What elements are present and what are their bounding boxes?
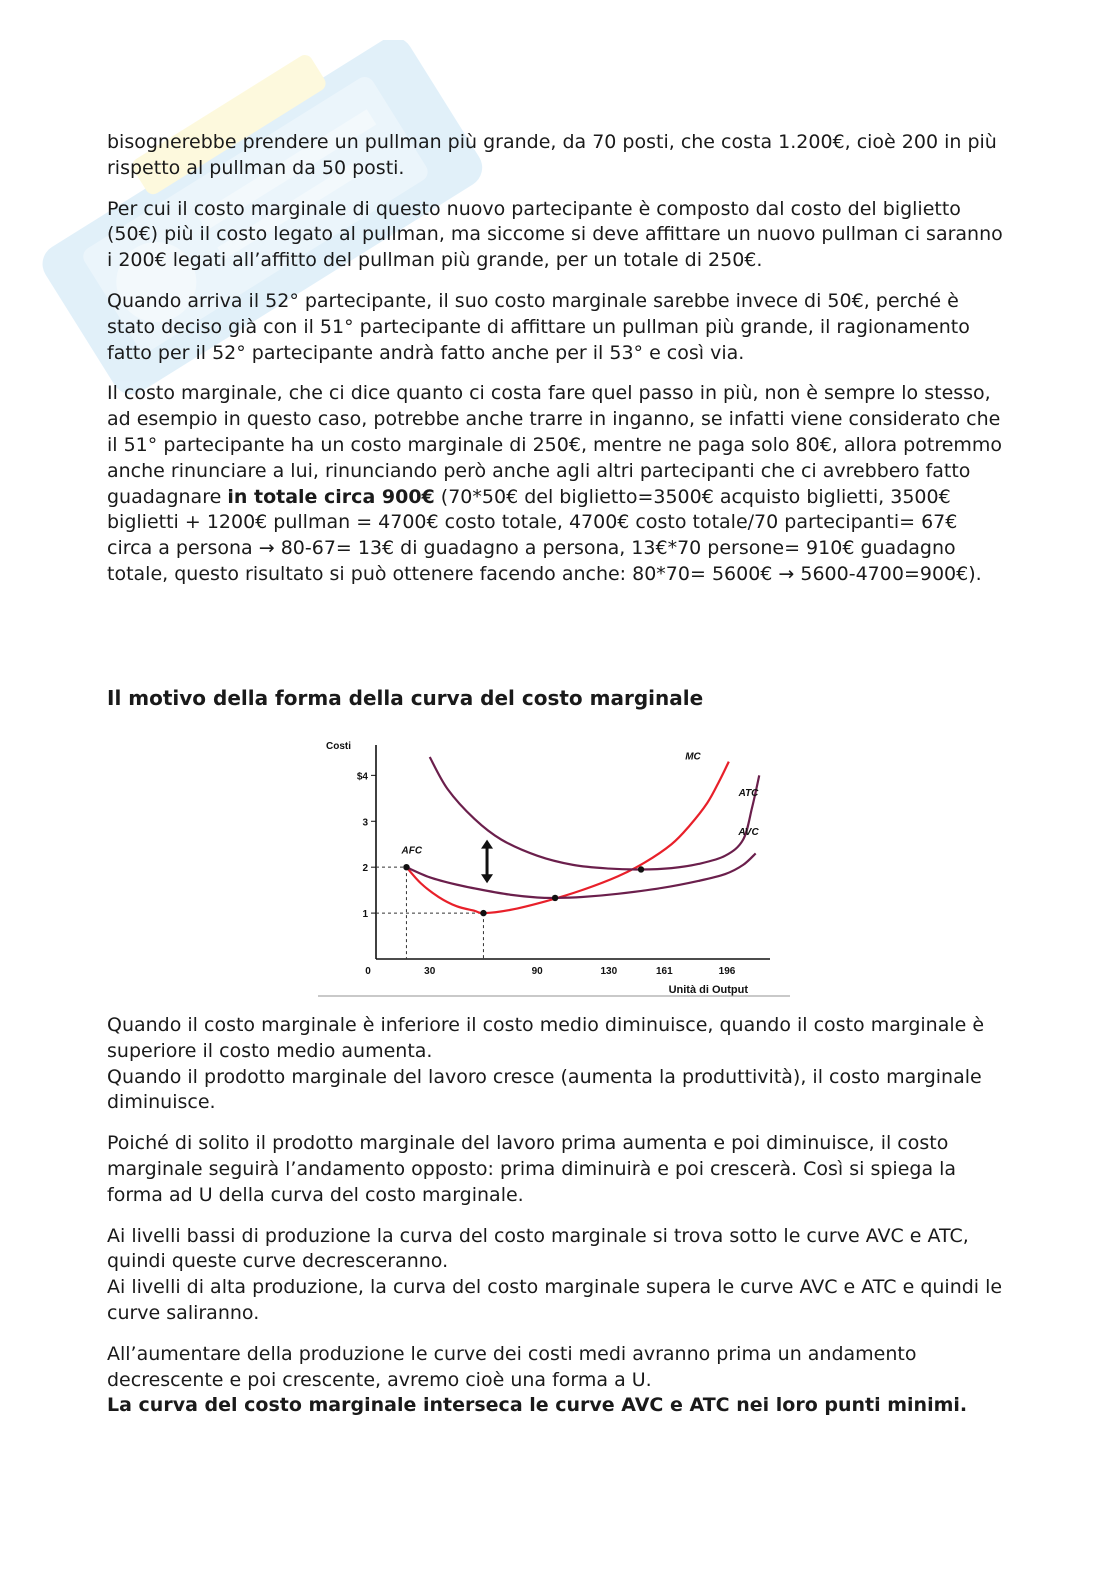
x-tick-label: 196 bbox=[718, 966, 736, 977]
y-tick-label: 1 bbox=[362, 909, 368, 921]
curve-label-avc: AVC bbox=[738, 827, 759, 839]
x-tick-label: 30 bbox=[424, 966, 436, 977]
paragraph: Ai livelli bassi di produzione la curva del costo marginale si trova sotto le curve AVC e ATC, quindi queste curve decresceranno. bbox=[107, 1224, 969, 1273]
conclusion-paragraph bbox=[107, 1393, 1007, 1419]
series-mc-line bbox=[406, 762, 728, 914]
conclusion-text: La curva del costo marginale interseca le curve AVC e ATC nei loro punti minimi. bbox=[107, 1394, 968, 1417]
origin-label: 0 bbox=[365, 966, 371, 977]
y-tick-label: 2 bbox=[362, 863, 368, 875]
cost-curves-chart bbox=[318, 727, 790, 999]
paragraph: Per cui il costo marginale di questo nuovo partecipante è composto dal costo del biglietto (50€) più il costo legato al pullman, ma siccome si deve affittare un nuovo pullman ci saranno i 200€ legati all’affitto del pullman più grande, per un totale di 250€. bbox=[107, 197, 1003, 272]
y-tick-label: 3 bbox=[362, 817, 368, 829]
profit-bold-total: in totale circa 900€ bbox=[227, 485, 435, 508]
paragraph: Quando arriva il 52° partecipante, il suo costo marginale sarebbe invece di 50€, perché è stato deciso già con il 51° partecipante di affittare un pullman più grande, il ragionamento fatto per il 52° partecipante andrà fatto anche per il 53° e così via. bbox=[107, 289, 970, 364]
afc-arrow-head-down bbox=[481, 874, 493, 883]
series-atc-line bbox=[430, 757, 760, 869]
curve-label-atc: ATC bbox=[738, 788, 759, 800]
x-axis-label: Unità di Output bbox=[668, 984, 748, 996]
intersection-point bbox=[403, 864, 409, 870]
afc-arrow-head-up bbox=[481, 840, 493, 849]
top-text-section bbox=[107, 130, 1007, 710]
profit-text-end: (70*50€ del biglietto=3500€ acquisto biglietti, 3500€ biglietti + 1200€ pullman = 4700€ costo totale, 4700€ costo totale/70 partecipanti= 67€ circa a persona → 80-67= 13€ di guadagno a persona, 13€*70 persone= 910€ guadagno totale, questo risultato si può ottenere facendo anche: 80*70= 5600€ → 5600-4700=900€). bbox=[107, 485, 982, 585]
curve-label-mc: MC bbox=[685, 751, 701, 763]
paragraph: Poiché di solito il prodotto marginale del lavoro prima aumenta e poi diminuisce, il costo marginale seguirà l’andamento opposto: prima diminuirà e poi crescerà. Così si spiega la forma ad U della curva del costo marginale. bbox=[107, 1132, 957, 1206]
section-heading: Il motivo della forma della curva del costo marginale bbox=[107, 686, 704, 710]
bottom-paragraphs bbox=[107, 1013, 1007, 1393]
paragraph: All’aumentare della produzione le curve dei costi medi avranno prima un andamento decrescente e poi crescente, avremo cioè una forma a U. bbox=[107, 1342, 917, 1391]
y-tick-label: $4 bbox=[356, 771, 368, 783]
paragraph: Ai livelli di alta produzione, la curva del costo marginale supera le curve AVC e ATC e quindi le curve saliranno. bbox=[107, 1276, 1003, 1324]
paragraph: bisognerebbe prendere un pullman più grande, da 70 posti, che costa 1.200€, cioè 200 in più rispetto al pullman da 50 posti. bbox=[107, 131, 997, 179]
paragraph: Quando il costo marginale è inferiore il costo medio diminuisce, quando il costo marginale è superiore il costo medio aumenta. bbox=[107, 1014, 985, 1062]
intersection-point bbox=[552, 895, 558, 901]
intersection-point bbox=[480, 910, 486, 916]
profit-paragraph bbox=[107, 381, 1007, 587]
y-axis-label: Costi bbox=[326, 741, 351, 752]
intersection-point bbox=[638, 866, 644, 872]
x-tick-label: 130 bbox=[600, 966, 618, 977]
profit-text-start: Il costo marginale, che ci dice quanto ci costa fare quel passo in più, non è sempre lo stesso, ad esempio in questo caso, potrebbe anche trarre in inganno, se infatti viene considerato che il 51° partecipante ha un costo marginale di 250€, mentre ne paga solo 80€, allora potremmo anche rinunciare a lui, rinunciando però anche agli altri partecipanti che ci avrebbero fatto guadagnare bbox=[107, 382, 1003, 508]
x-tick-label: 161 bbox=[655, 966, 673, 977]
chart-svg bbox=[318, 727, 790, 999]
paragraph: Quando il prodotto marginale del lavoro cresce (aumenta la produttività), il costo marginale diminuisce. bbox=[107, 1065, 982, 1114]
curve-label-afc: AFC bbox=[401, 845, 423, 857]
x-tick-label: 90 bbox=[531, 966, 543, 977]
top-paragraphs bbox=[107, 130, 1007, 366]
bottom-text-section bbox=[107, 1013, 1007, 1419]
